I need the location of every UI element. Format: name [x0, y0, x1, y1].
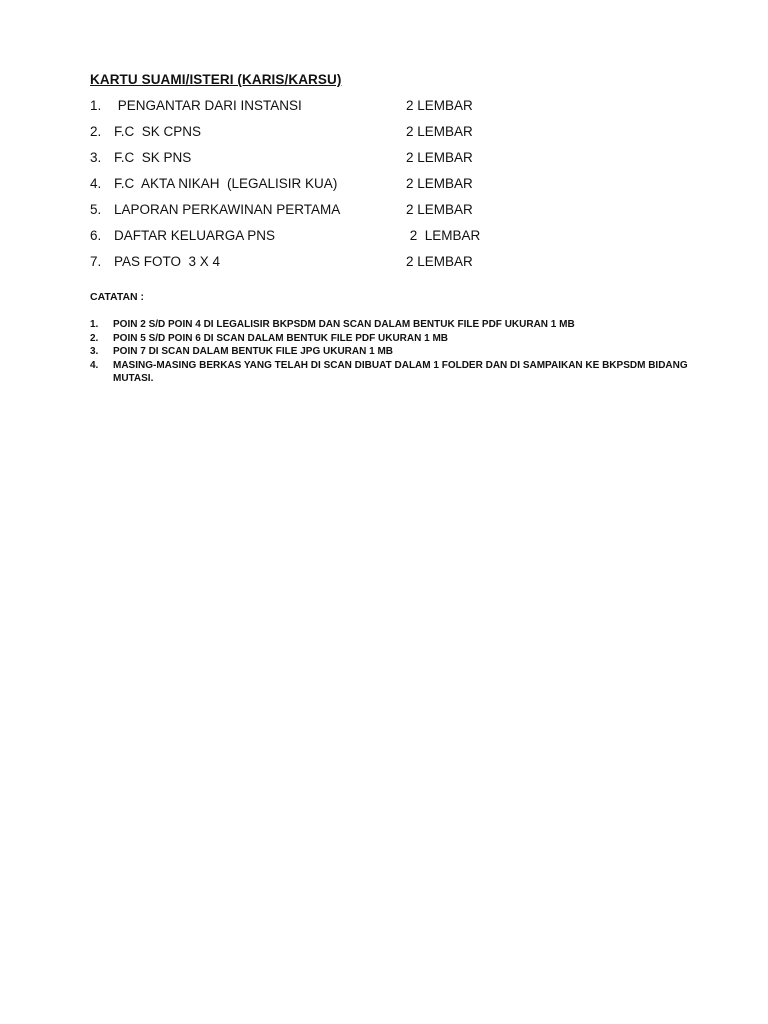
requirement-quantity: 2 LEMBAR [406, 254, 473, 269]
requirement-quantity: 2 LEMBAR [406, 124, 473, 139]
note-item [90, 318, 690, 332]
requirement-quantity: 2 LEMBAR [406, 98, 473, 113]
requirement-number: 5. [90, 202, 102, 217]
notes-title: CATATAN : [90, 291, 145, 303]
requirement-label: F.C SK CPNS [114, 124, 202, 139]
note-item [90, 345, 690, 359]
note-number: 1. [90, 319, 99, 330]
requirement-item [90, 98, 510, 124]
note-item [90, 359, 690, 386]
note-text: POIN 2 S/D POIN 4 DI LEGALISIR BKPSDM DAN SCAN DALAM BENTUK FILE PDF UKURAN 1 MB [113, 319, 575, 330]
requirement-label: F.C SK PNS [114, 150, 192, 165]
requirement-quantity: 2 LEMBAR [406, 176, 473, 191]
requirement-item [90, 176, 510, 202]
note-number: 4. [90, 359, 99, 371]
requirement-item [90, 254, 510, 280]
requirement-number: 4. [90, 176, 102, 191]
note-text: MASING-MASING BERKAS YANG TELAH DI SCAN DIBUAT DALAM 1 FOLDER DAN DI SAMPAIKAN KE BKPSDM BIDANG MUTASI. [113, 359, 688, 384]
document-title: KARTU SUAMI/ISTERI (KARIS/KARSU) [90, 72, 342, 87]
note-number: 3. [90, 346, 99, 357]
requirement-quantity: 2 LEMBAR [406, 202, 473, 217]
note-item [90, 332, 690, 346]
requirement-label: DAFTAR KELUARGA PNS [114, 228, 276, 243]
requirement-label: F.C AKTA NIKAH (LEGALISIR KUA) [114, 176, 338, 191]
requirement-number: 3. [90, 150, 102, 165]
note-number: 2. [90, 332, 99, 344]
requirement-label: PENGANTAR DARI INSTANSI [114, 98, 302, 113]
note-text: POIN 7 DI SCAN DALAM BENTUK FILE JPG UKURAN 1 MB [113, 346, 394, 357]
requirement-number: 2. [90, 124, 102, 139]
note-text: POIN 5 S/D POIN 6 DI SCAN DALAM BENTUK FILE PDF UKURAN 1 MB [113, 332, 449, 344]
notes-list [90, 318, 690, 386]
requirement-item [90, 228, 510, 254]
requirement-item [90, 124, 510, 150]
requirement-quantity: 2 LEMBAR [406, 228, 481, 243]
requirement-number: 7. [90, 254, 102, 269]
requirement-number: 6. [90, 228, 102, 243]
requirements-list [90, 98, 510, 280]
requirement-item [90, 150, 510, 176]
requirement-quantity: 2 LEMBAR [406, 150, 473, 165]
requirement-item [90, 202, 510, 228]
requirement-number: 1. [90, 98, 102, 113]
requirement-label: PAS FOTO 3 X 4 [114, 254, 221, 269]
requirement-label: LAPORAN PERKAWINAN PERTAMA [114, 202, 341, 217]
